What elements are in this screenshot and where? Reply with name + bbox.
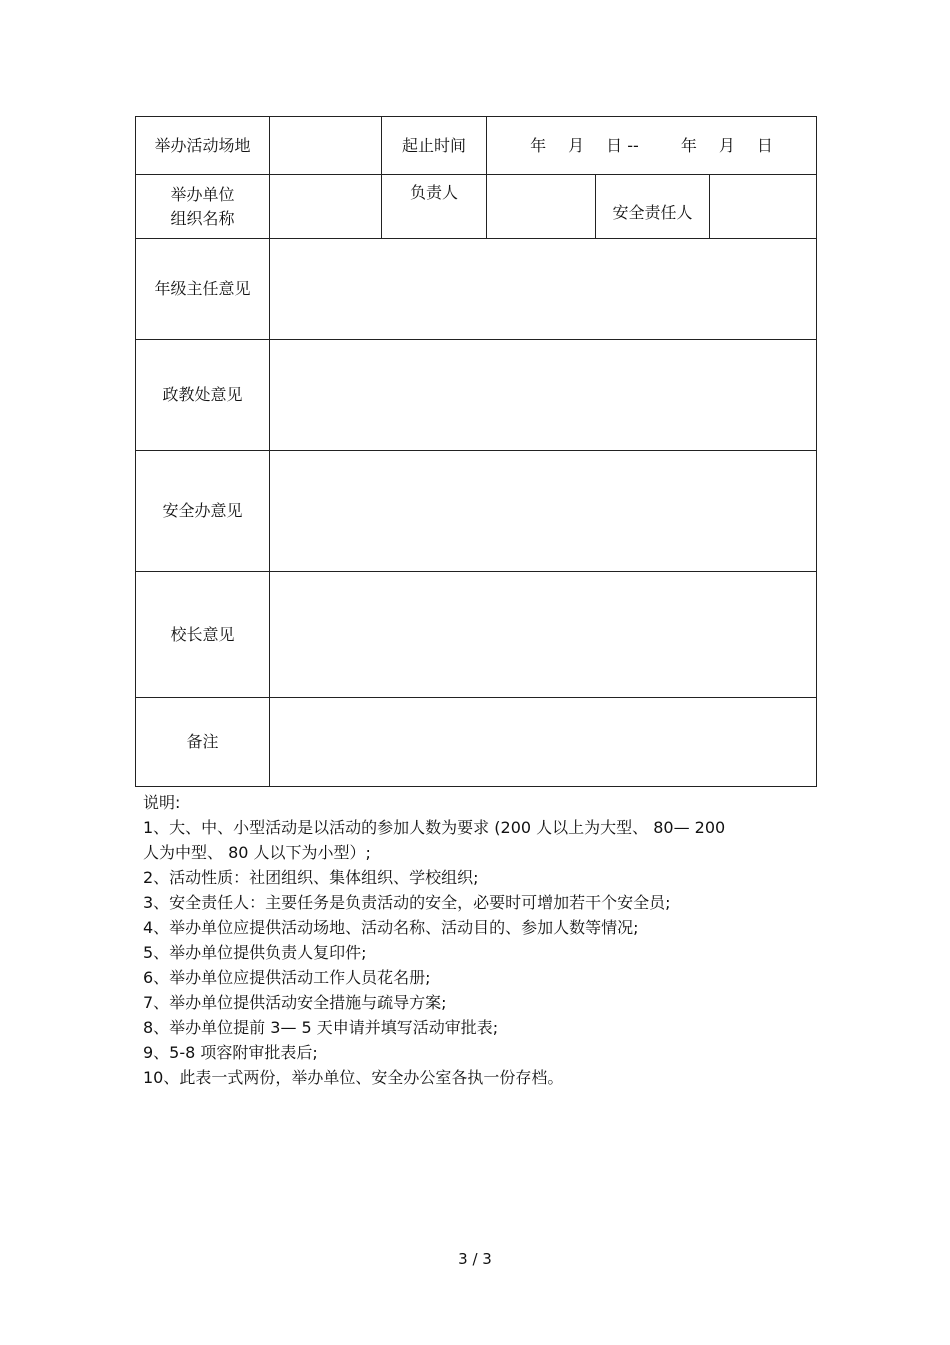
organizer-label-line2: 组织名称 xyxy=(170,208,235,228)
activity-approval-table xyxy=(135,116,817,787)
note-item: 10、此表一式两份，举办单位、安全办公室各执一份存档。 xyxy=(143,1068,564,1087)
safety-officer-label: 安全责任人 xyxy=(596,175,710,239)
table-row-venue-time xyxy=(136,117,817,175)
date-month-start: 月 xyxy=(568,135,585,155)
date-day-end: 日 xyxy=(756,135,773,155)
table-row-safety-office xyxy=(136,451,817,572)
note-item: 8、举办单位提前 3— 5 天申请并填写活动审批表; xyxy=(143,1018,499,1037)
remarks-label: 备注 xyxy=(136,698,270,787)
grade-director-field[interactable] xyxy=(270,239,817,340)
notes-section xyxy=(143,790,813,1090)
note-item: 5、举办单位提供负责人复印件; xyxy=(143,943,367,962)
date-year-end: 年 xyxy=(680,135,697,155)
note-item: 3、安全责任人：主要任务是负责活动的安全，必要时可增加若干个安全员; xyxy=(143,893,671,912)
safety-officer-field[interactable] xyxy=(710,175,817,239)
table-row-grade-director xyxy=(136,239,817,340)
organizer-label xyxy=(136,175,270,239)
venue-field[interactable] xyxy=(270,117,382,175)
page-number: 3 / 3 xyxy=(458,1250,492,1268)
organizer-field[interactable] xyxy=(270,175,382,239)
leader-field[interactable] xyxy=(487,175,596,239)
note-item: 2、活动性质：社团组织、集体组织、学校组织; xyxy=(143,868,479,887)
date-year-start: 年 xyxy=(530,135,547,155)
principal-label: 校长意见 xyxy=(136,572,270,698)
note-item: 1、大、中、小型活动是以活动的参加人数为要求 (200 人以上为大型、 80— 200 xyxy=(143,818,726,837)
political-office-field[interactable] xyxy=(270,340,817,451)
note-item: 9、5-8 项容附审批表后; xyxy=(143,1043,318,1062)
political-office-label: 政教处意见 xyxy=(136,340,270,451)
table-row-political-office xyxy=(136,340,817,451)
table-row-organizer xyxy=(136,175,817,239)
table-row-remarks xyxy=(136,698,817,787)
date-day-start: 日 -- xyxy=(606,135,639,155)
date-range-field[interactable] xyxy=(487,117,817,175)
note-item: 人为中型、 80 人以下为小型）; xyxy=(143,843,371,862)
organizer-label-line1: 举办单位 xyxy=(170,184,235,204)
table-row-principal xyxy=(136,572,817,698)
date-month-end: 月 xyxy=(718,135,735,155)
grade-director-label: 年级主任意见 xyxy=(136,239,270,340)
leader-label: 负责人 xyxy=(382,175,487,239)
safety-office-field[interactable] xyxy=(270,451,817,572)
remarks-field[interactable] xyxy=(270,698,817,787)
note-item: 6、举办单位应提供活动工作人员花名册; xyxy=(143,968,431,987)
venue-label: 举办活动场地 xyxy=(136,117,270,175)
note-item: 4、举办单位应提供活动场地、活动名称、活动目的、参加人数等情况; xyxy=(143,918,639,937)
time-label: 起止时间 xyxy=(382,117,487,175)
principal-field[interactable] xyxy=(270,572,817,698)
safety-office-label: 安全办意见 xyxy=(136,451,270,572)
note-item: 7、举办单位提供活动安全措施与疏导方案; xyxy=(143,993,447,1012)
notes-title: 说明: xyxy=(143,793,181,812)
